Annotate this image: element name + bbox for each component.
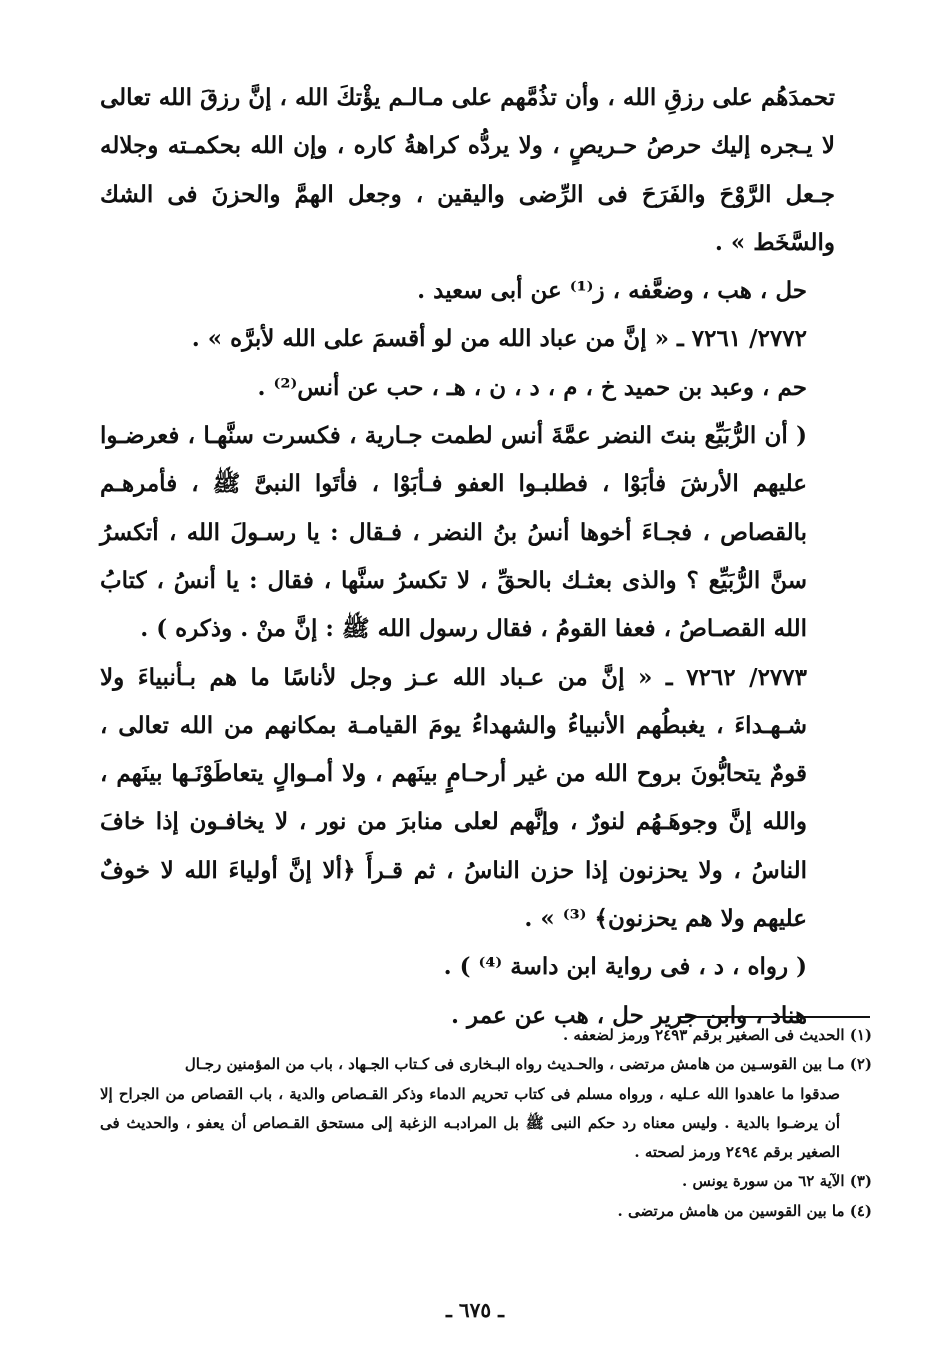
footnote-2-continued: صدقوا ما عاهدوا الله عـليه ، ورواه مسلم فى كتاب تحريم الدماء وذكر القـصاص والدية ، باب القصاص من الجراح إلا أن يرضـوا بالدية . وليس معناه رد حكم النبى ﷺ بل المرادبـه الزغبة إلى مستحق القـصاص أن يعفو ، والحديث فى الصغير برقم ٢٤٩٤ ورمز لصحته . xyxy=(100,1084,840,1162)
hadith-source: حل ، هب ، وضعَّفه ، ز⁽¹⁾ عن أبى سعيد . xyxy=(417,277,807,305)
footnotes xyxy=(100,1021,872,1226)
footnote-4: (٤) ما بين القوسين من هامش مرتضى . xyxy=(617,1201,872,1220)
hadith-source: حم ، وعبد بن حميد خ ، م ، د ، ن ، هـ ، حب عن أنس⁽²⁾ . xyxy=(257,373,807,401)
footnote-3: (٣) الآية ٦٢ من سورة يونس . xyxy=(682,1172,872,1191)
hadith-source: هناد ، وابن جرير حل ، هب عن عمر . xyxy=(451,1001,807,1029)
hadith-2773: ٢٧٧٣/ ٧٢٦٢ ـ « إنَّ من عـباد الله عـز وجل لأناسًا ما هم بـأنبياءَ ولا شـهـداءَ ، يغبطُهم الأنبياءُ والشهداءُ يومَ القيامـة بمكانهم من الله تعالى ، قومٌ يتحابُّونَ بروح الله من غير أرحـامٍ بينَهم ، ولا أمـوالٍ يتعاطَوْنَـها بينَهم ، والله إنَّ وجوهَـهُم لنورٌ ، وإنَّهم لعلى منابرَ من نور ، لا يخافـون إذا خافَ الناسُ ، ولا يحزنون إذا حزن الناسُ ، ثم قـرأَ ﴿ألا إنَّ أولياءَ الله لا خوفٌ عليهم ولا هم يحزنون﴾ ⁽³⁾ » . xyxy=(100,663,807,933)
footnote-divider xyxy=(680,1016,870,1018)
footnote-2: (٢) مـا بين القوسـين من هامش مرتضى ، والحـديث رواه البـخارى فى كـتاب الجـهاد ، باب من المؤمنين رجـال xyxy=(184,1055,872,1074)
hadith-2772: ٢٧٧٢/ ٧٢٦١ ـ « إنَّ من عباد الله من لو أقسمَ على الله لأبرَّه » . xyxy=(191,325,807,353)
footnote-1: (١) الحديث فى الصغير برقم ٢٤٩٣ ورمز لضعفه . xyxy=(562,1026,872,1044)
hadith-text-continuation: تحمدَهُم على رزقِ الله ، وأن تذُمَّهم على مـالـم يؤْتكَ الله ، إنَّ رزقَ الله تعالى لا يـجره إليك حرصُ حـريصٍ ، ولا يردُّه كراهةُ كاره ، وإن الله بحكمـته وجلاله جـعل الرَّوْحَ والفَرَحَ فى الرِّضى واليقين ، وجعل الهمَّ والحزنَ فى الشك والسَّخَط » . xyxy=(100,84,835,256)
narration-commentary: ( أن الرُّبَيِّع بنتَ النضر عمَّةَ أنس لطمت جـارية ، فكسرت سنَّهـا ، فعرضـوا عليهم الأرشَ فأبَوْا ، فطلبـوا العفو فـأبَوْا ، فأتَوا النبىَّ ﷺ ، فأمرهـم بالقصاص ، فجـاءَ أخوها أنسُ بنُ النضر ، فـقال : يا رسـولَ الله ، أتكسرُ سنَّ الرُّبَيِّع ؟ والذى بعثـك بالحقِّ ، لا تكسرُ سنَّها ، فقال : يا أنسُ ، كتابُ الله القصـاصُ ، فعفا القومُ ، فقال رسول الله ﷺ : إنَّ منْ . وذكره ) . xyxy=(100,422,807,643)
hadith-source: ( رواه ، د ، فى رواية ابن داسة ⁽⁴⁾ ) . xyxy=(443,953,807,981)
page-number: ـ ٦٧٥ ـ xyxy=(446,1298,504,1322)
main-text xyxy=(100,74,835,1040)
